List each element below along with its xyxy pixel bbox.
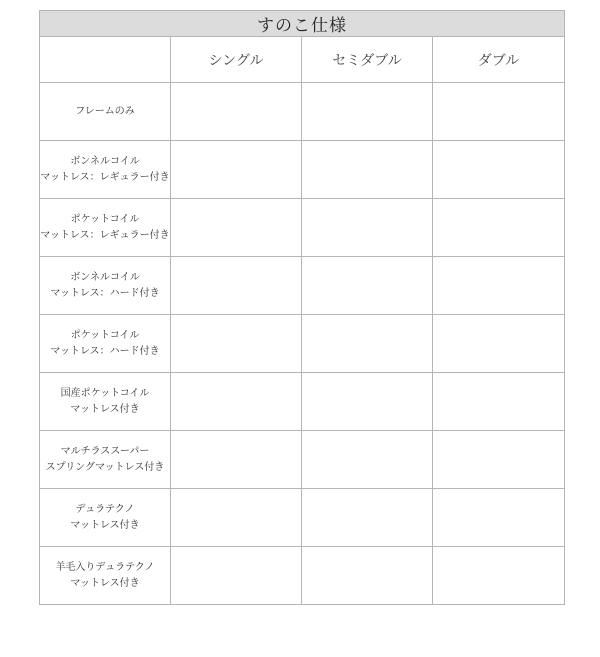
spec-cell (302, 83, 433, 141)
spec-cell (302, 373, 433, 431)
row-label-line: ポケットコイル (70, 213, 140, 225)
row-label-line: マットレス付き (70, 519, 140, 531)
spec-cell (171, 489, 302, 547)
column-header-blank (40, 37, 171, 83)
spec-cell (171, 315, 302, 373)
table-row (40, 257, 565, 315)
spec-cell (171, 141, 302, 199)
row-label-line: フレームのみ (75, 105, 135, 117)
row-label (40, 431, 171, 489)
row-label-line: マットレス：レギュラー付き (40, 229, 170, 241)
row-label-line: マットレス付き (70, 403, 140, 415)
table-row (40, 199, 565, 257)
spec-cell (302, 315, 433, 373)
spec-cell (433, 315, 565, 373)
row-label-line: マットレス：レギュラー付き (40, 171, 170, 183)
row-label (40, 141, 171, 199)
row-label (40, 373, 171, 431)
spec-cell (433, 141, 565, 199)
spec-cell (302, 257, 433, 315)
spec-cell (433, 431, 565, 489)
spec-cell (302, 489, 433, 547)
spec-cell (171, 373, 302, 431)
row-label (40, 489, 171, 547)
spec-cell (171, 257, 302, 315)
row-label-line: 羊毛入りデュラテクノ (55, 561, 155, 573)
row-label (40, 257, 171, 315)
spec-cell (433, 83, 565, 141)
spec-cell (433, 199, 565, 257)
spec-table (39, 10, 565, 605)
row-label-line: 国産ポケットコイル (60, 387, 150, 399)
row-label-line: ボンネルコイル (70, 155, 140, 167)
spec-cell (171, 199, 302, 257)
row-label-line: スプリングマットレス付き (45, 461, 165, 473)
table-row (40, 489, 565, 547)
table-row (40, 373, 565, 431)
column-header-row (40, 37, 565, 83)
table-title-row (40, 11, 565, 37)
row-label-line: マットレス：ハード付き (50, 345, 160, 357)
row-label (40, 315, 171, 373)
spec-cell (433, 373, 565, 431)
row-label (40, 547, 171, 605)
spec-cell (302, 199, 433, 257)
row-label (40, 199, 171, 257)
table-row (40, 141, 565, 199)
row-label-line: ポケットコイル (70, 329, 140, 341)
table-body (40, 83, 565, 605)
column-header-double: ダブル (433, 37, 565, 83)
table-row (40, 431, 565, 489)
spec-cell (302, 431, 433, 489)
column-header-single: シングル (171, 37, 302, 83)
spec-cell (433, 547, 565, 605)
row-label-line: マルチラススーパー (60, 445, 150, 457)
table-row (40, 83, 565, 141)
row-label-line: ボンネルコイル (70, 271, 140, 283)
row-label-line: マットレス付き (70, 577, 140, 589)
row-label (40, 83, 171, 141)
row-label-line: デュラテクノ (75, 503, 135, 515)
column-header-semi-double: セミダブル (302, 37, 433, 83)
spec-cell (302, 547, 433, 605)
spec-cell (171, 83, 302, 141)
spec-cell (171, 431, 302, 489)
spec-cell (171, 547, 302, 605)
row-label-line: マットレス：ハード付き (50, 287, 160, 299)
table-row (40, 315, 565, 373)
table-title: すのこ仕様 (40, 11, 565, 37)
spec-cell (302, 141, 433, 199)
spec-cell (433, 489, 565, 547)
spec-cell (433, 257, 565, 315)
table-row (40, 547, 565, 605)
